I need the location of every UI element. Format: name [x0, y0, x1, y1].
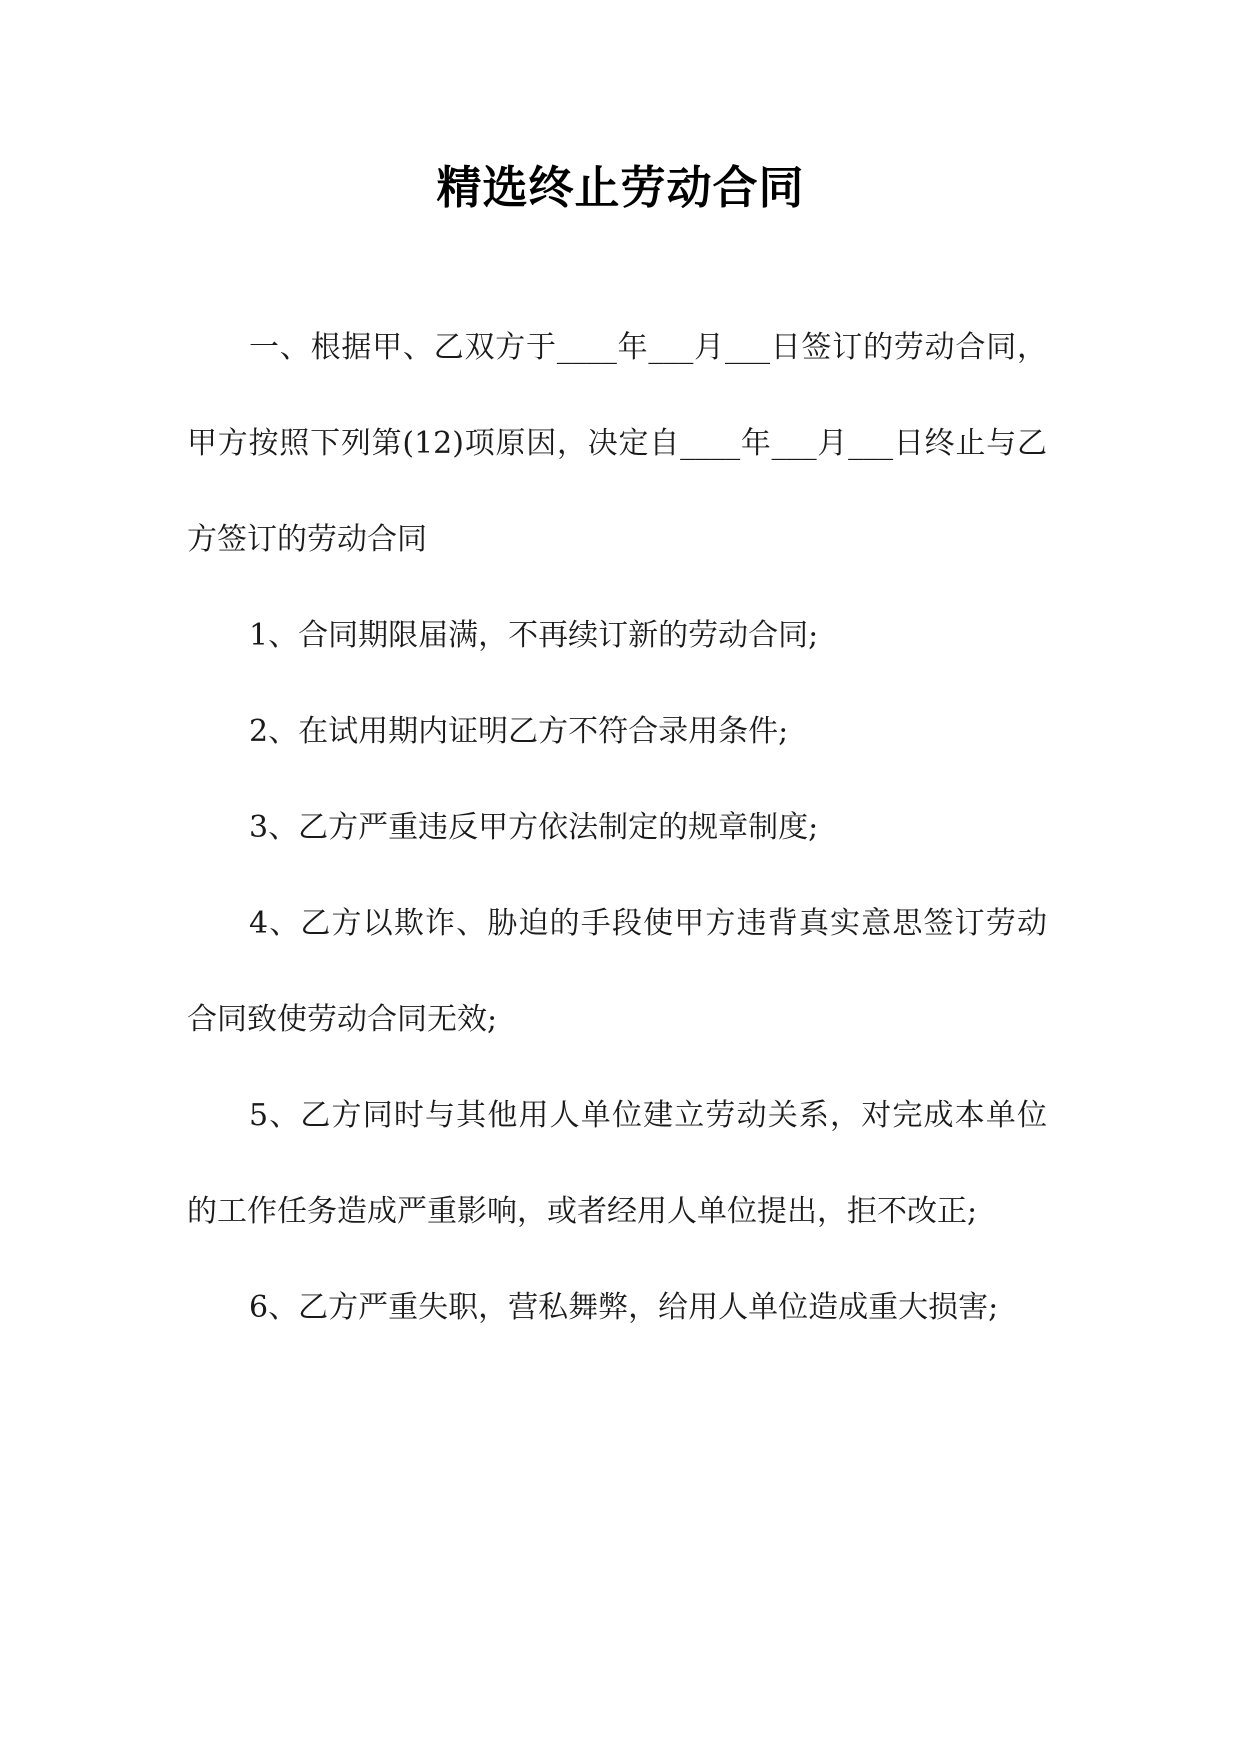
document-body: [187, 300, 1047, 1356]
paragraph-item-1: 1、合同期限届满，不再续订新的劳动合同;: [249, 618, 819, 653]
page-title: 精选终止劳动合同: [436, 161, 805, 214]
paragraph-item-4: 4、乙方以欺诈、胁迫的手段使甲方违背真实意思签订劳动合同致使劳动合同无效;: [187, 906, 1047, 1037]
paragraph-item-3: 3、乙方严重违反甲方依法制定的规章制度;: [249, 810, 819, 845]
paragraph-item-6: 6、乙方严重失职，营私舞弊，给用人单位造成重大损害;: [249, 1290, 999, 1325]
paragraph-item-5: 5、乙方同时与其他用人单位建立劳动关系，对完成本单位的工作任务造成严重影响，或者经用人单位提出，拒不改正;: [187, 1098, 1047, 1229]
paragraph-item-2: 2、在试用期内证明乙方不符合录用条件;: [249, 714, 789, 749]
paragraph-intro: 一、根据甲、乙双方于____年___月___日签订的劳动合同，甲方按照下列第(12)项原因，决定自____年___月___日终止与乙方签订的劳动合同: [187, 330, 1047, 557]
